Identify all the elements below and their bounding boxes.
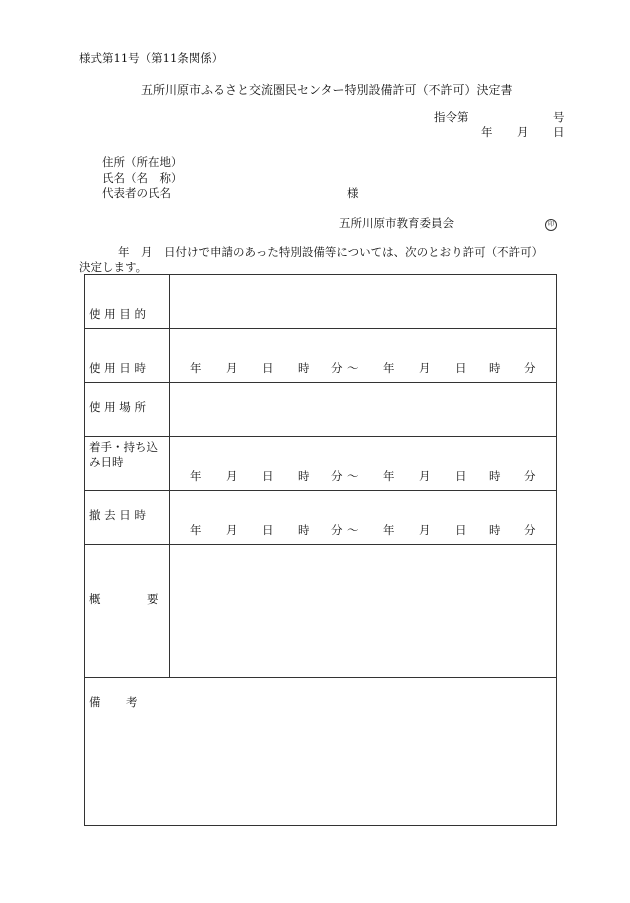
row-use-datetime <box>85 329 556 383</box>
form-number: 様式第11号（第11条関係） <box>79 51 224 65</box>
issuer-name: 五所川原市教育委員会 <box>339 216 454 230</box>
dt-hour-1: 時 <box>298 523 310 537</box>
row-remarks <box>85 678 556 825</box>
label-use-datetime: 使 用 日 時 <box>89 361 146 375</box>
dt-day-2: 日 <box>455 469 467 483</box>
row-setup-datetime <box>85 437 556 491</box>
dt-year-1: 年 <box>190 523 202 537</box>
dt-month-2: 月 <box>419 361 431 375</box>
dt-minute-1: 分 <box>331 469 343 483</box>
row-place <box>85 383 556 437</box>
dt-day-1: 日 <box>262 469 274 483</box>
dt-day-1: 日 <box>262 361 274 375</box>
order-number-suffix: 号 <box>553 110 565 124</box>
date-day: 日 <box>553 125 565 139</box>
dt-minute-2: 分 <box>524 523 536 537</box>
label-summary-b: 要 <box>147 592 159 606</box>
dt-day-2: 日 <box>455 523 467 537</box>
dt-month-1: 月 <box>226 361 238 375</box>
dt-year-2: 年 <box>383 361 395 375</box>
body-text-line2: 決定します。 <box>79 260 148 274</box>
label-purpose: 使 用 目 的 <box>89 307 146 321</box>
dt-year-2: 年 <box>383 523 395 537</box>
dt-tilde: ～ <box>347 469 359 483</box>
label-place: 使 用 場 所 <box>89 400 146 414</box>
name-label: 氏名（名 称） <box>102 171 183 185</box>
dt-minute-1: 分 <box>331 523 343 537</box>
date-year: 年 <box>481 125 493 139</box>
dt-hour-1: 時 <box>298 361 310 375</box>
date-month: 月 <box>517 125 529 139</box>
row-purpose <box>85 275 556 329</box>
label-remarks-b: 考 <box>126 695 138 709</box>
label-setup-line1: 着手・持ち込 <box>89 440 158 454</box>
dt-month-2: 月 <box>419 523 431 537</box>
dt-month-1: 月 <box>226 469 238 483</box>
seal-text: 印 <box>545 219 557 231</box>
label-remarks-a: 備 <box>89 695 101 709</box>
label-summary-a: 概 <box>89 592 101 606</box>
dt-tilde: ～ <box>347 361 359 375</box>
seal-mark <box>545 215 557 231</box>
label-removal: 撤 去 日 時 <box>89 508 146 522</box>
row-removal-datetime <box>85 491 556 545</box>
dt-hour-2: 時 <box>489 523 501 537</box>
dt-month-1: 月 <box>226 523 238 537</box>
dt-year-1: 年 <box>190 469 202 483</box>
page-title: 五所川原市ふるさと交流圏民センター特別設備許可（不許可）決定書 <box>141 83 513 97</box>
sama-honorific: 様 <box>347 186 359 200</box>
body-text-line1: 年 月 日付けで申請のあった特別設備等については、次のとおり許可（不許可） <box>118 245 544 259</box>
dt-minute-2: 分 <box>524 361 536 375</box>
decision-table <box>84 274 557 826</box>
dt-day-1: 日 <box>262 523 274 537</box>
dt-day-2: 日 <box>455 361 467 375</box>
label-setup-line2: み日時 <box>89 455 124 469</box>
dt-year-1: 年 <box>190 361 202 375</box>
dt-minute-2: 分 <box>524 469 536 483</box>
dt-month-2: 月 <box>419 469 431 483</box>
dt-tilde: ～ <box>347 523 359 537</box>
row-summary <box>85 545 556 678</box>
dt-hour-2: 時 <box>489 469 501 483</box>
order-number-prefix: 指令第 <box>434 110 469 124</box>
dt-minute-1: 分 <box>331 361 343 375</box>
representative-label: 代表者の氏名 <box>102 186 171 200</box>
dt-year-2: 年 <box>383 469 395 483</box>
dt-hour-1: 時 <box>298 469 310 483</box>
address-label: 住所（所在地） <box>102 155 183 169</box>
dt-hour-2: 時 <box>489 361 501 375</box>
